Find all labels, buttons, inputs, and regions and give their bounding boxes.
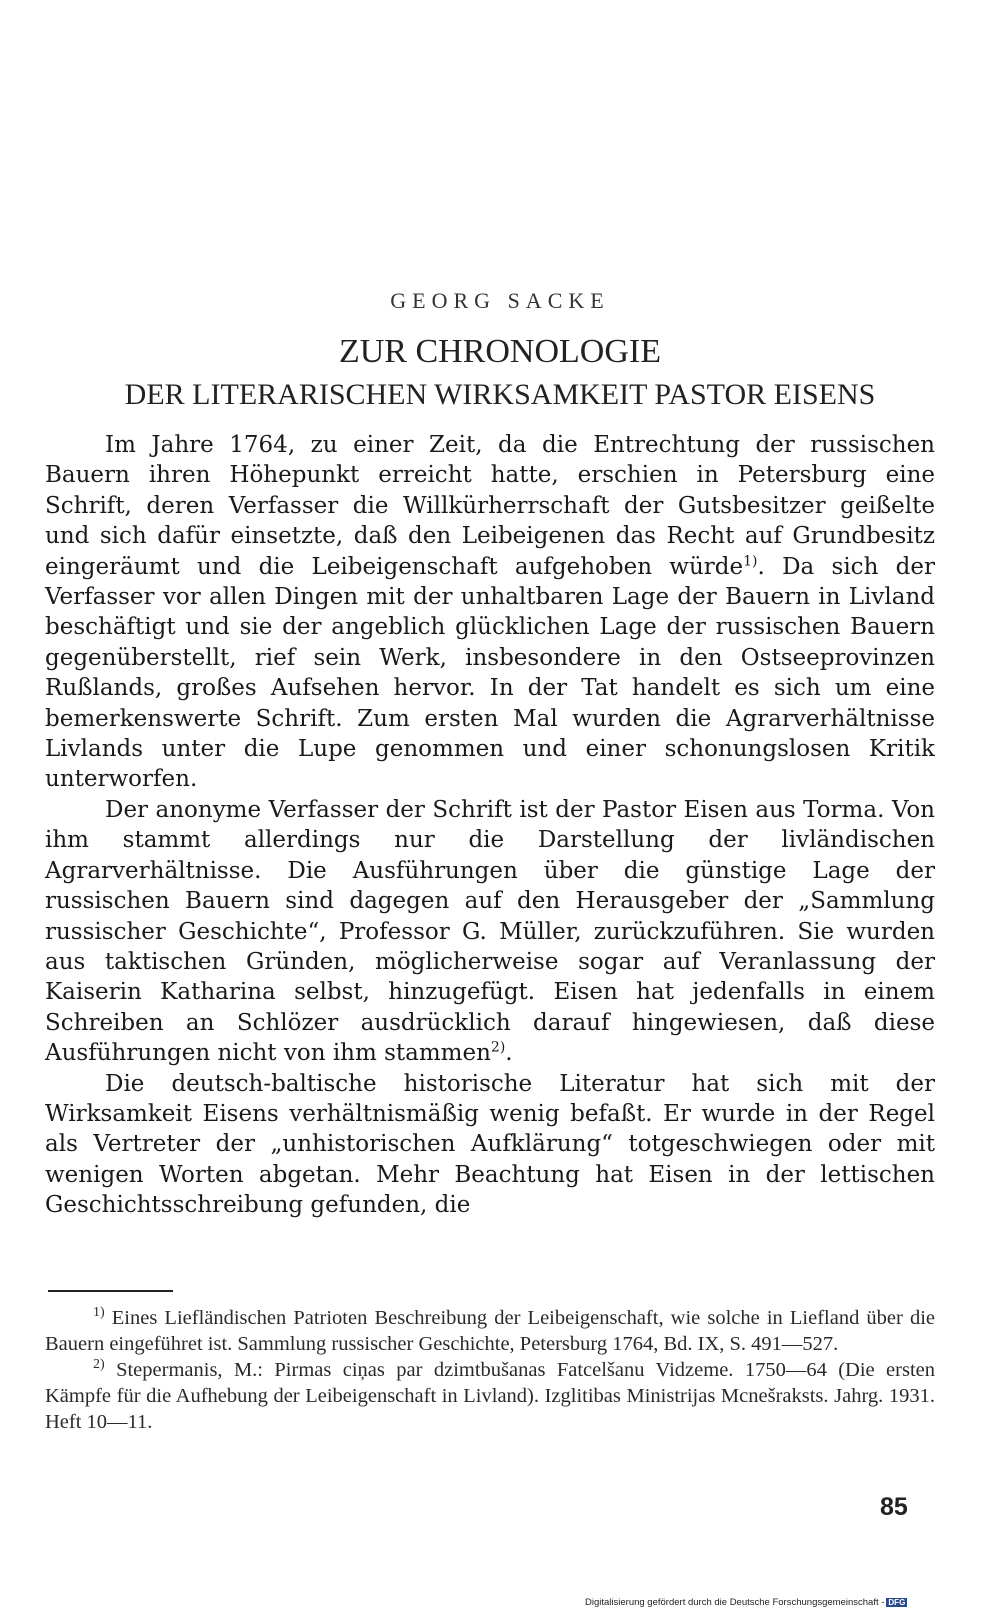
paragraph-text: Im Jahre 1764, zu einer Zeit, da die Entrechtung der russischen Bauern ihren Höhepunkt erreicht hatte, erschien in Petersburg eine Schrift, deren Verfasser die Willkürherrschaft der Gutsbesitzer geißelte und sich dafür einsetzte, daß den Leibeigenen das Recht auf Grundbesitz eingeräumt und die Leibeigenschaft aufgehoben würde [45,432,935,580]
paragraph-text: Der anonyme Verfasser der Schrift ist der Pastor Eisen aus Torma. Von ihm stammt allerdings nur die Darstellung der livländischen Agrarverhältnisse. Die Ausführungen über die günstige Lage der russischen Bauern sind dagegen auf den Herausgeber der „Sammlung russischer Geschichte“, Professor G. Müller, zurückzuführen. Sie wurden aus taktischen Gründen, möglicherweise sogar auf Veranlassung der Kaiserin Katharina selbst, hinzugefügt. Eisen hat jedenfalls in einem Schreiben an Schlözer ausdrücklich darauf hingewiesen, daß diese Ausführungen nicht von ihm stammen [45,796,935,1067]
paragraph-text-after: . Da sich der Verfasser vor allen Dingen mit der unhaltbaren Lage der Bauern in Livland beschäftigt und sie der angeblich glücklichen Lage der russischen Bauern gegenüberstellt, rief sein Werk, insbesondere in den Ostseeprovinzen Rußlands, großes Aufsehen hervor. In der Tat handelt es sich um eine bemerkenswerte Schrift. Zum ersten Mal wurden die Agrarverhältnisse Livlands unter die Lupe genommen und einer schonungslosen Kritik unterworfen. [45,553,935,793]
article-title-line-2: DER LITERARISCHEN WIRKSAMKEIT PASTOR EISENS [124,378,876,411]
footnote-marker: 1) [93,1305,105,1321]
paragraph-2 [45,795,935,1069]
footnote-ref-2[interactable]: 2) [490,1039,506,1056]
digitization-credit [585,1597,995,1608]
dfg-logo: DFG [888,1598,906,1607]
page-number: 85 [880,1493,908,1521]
article-body [45,430,935,1221]
footnote-text: Eines Liefländischen Patrioten Beschreibung der Leibeigenschaft, wie solche in Liefland über die Bauern eingeführet ist. Sammlung russischer Geschichte, Petersburg 1764, Bd. IX, S. 491—527. [45,1307,936,1355]
footnote-marker: 2) [93,1357,105,1373]
footnote-text: Stepermanis, M.: Pirmas ciņas par dzimtbušanas Fatcelšanu Vidzeme. 1750—64 (Die ersten Kämpfe für die Aufhebung der Leibeigenschaft in Livland). Izglitibas Ministrijas Mcnešraksts. Jahrg. 1931. Heft 10—11. [45,1359,935,1433]
credit-text: Digitalisierung gefördert durch die Deutsche Forschungsgemeinschaft - [585,1597,885,1608]
article-title-line-1: ZUR CHRONOLOGIE [338,333,662,370]
paragraph-3 [45,1069,935,1221]
footnote-1 [45,1305,935,1357]
paragraph-1 [45,430,935,795]
footnote-divider [48,1290,173,1292]
paragraph-text: Die deutsch-baltische historische Literatur hat sich mit der Wirksamkeit Eisens verhältnismäßig wenig befaßt. Er wurde in der Regel als Vertreter der „unhistorischen Aufklärung“ totgeschwiegen oder mit wenigen Worten abgetan. Mehr Beachtung hat Eisen in der lettischen Geschichtsschreibung gefunden, die [45,1070,935,1219]
paragraph-text-after: . [505,1040,513,1067]
author-name: GEORG SACKE [390,288,610,313]
footnotes [45,1305,935,1435]
footnote-ref-1[interactable]: 1) [743,552,758,569]
footnote-2 [45,1357,935,1435]
